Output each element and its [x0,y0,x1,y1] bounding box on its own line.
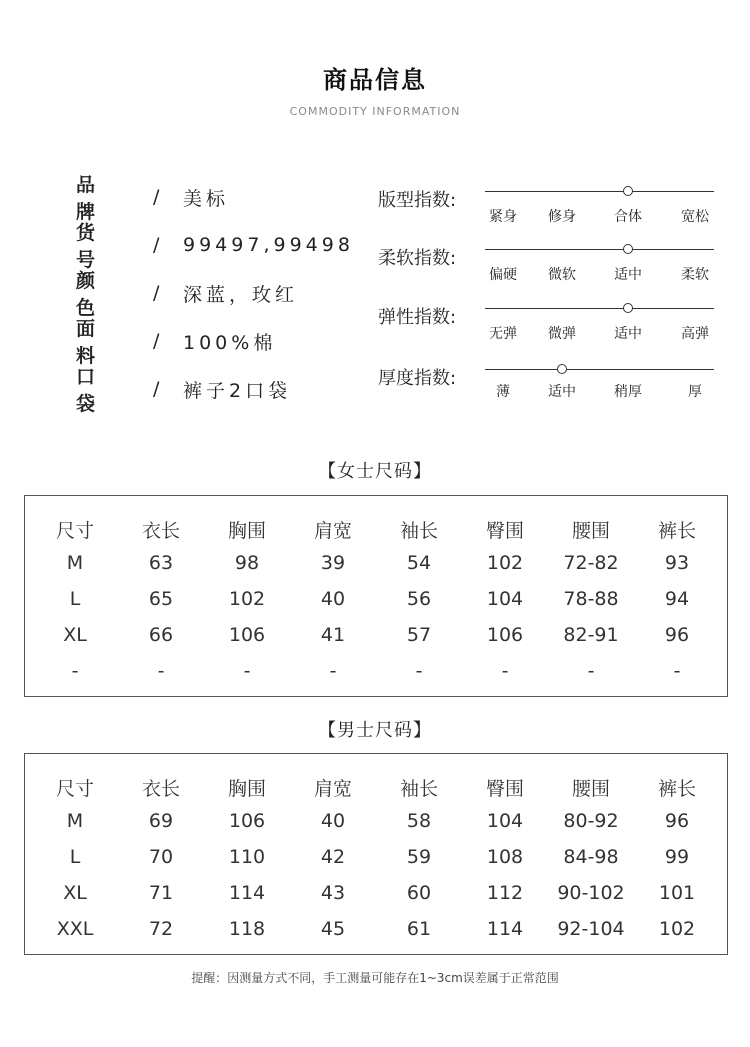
table-header-cell: 臀围 [485,520,524,542]
men-size-table [24,753,728,955]
table-cell: 60 [406,882,432,904]
table-header-cell: 肩宽 [313,520,352,542]
info-row-pocket [76,366,292,415]
index-option: 合体 [614,209,642,225]
table-cell: 40 [320,588,346,610]
table-header-cell: 衣长 [141,520,180,542]
table-cell: 106 [486,624,524,646]
table-cell: 99 [664,846,690,868]
table-header-cell: 袖长 [399,778,438,800]
index-option: 宽松 [681,209,709,225]
index-row-softness [378,244,718,294]
table-header-cell: 胸围 [227,520,266,542]
info-separator: / [153,234,160,256]
info-row-color [76,270,299,319]
info-label: 品牌 [76,174,110,223]
table-cell: - [501,660,509,682]
index-row-elasticity [378,303,718,353]
info-value: 美标 [183,187,230,210]
info-value: 深蓝，玫红 [183,283,299,306]
table-header-cell: 肩宽 [313,778,352,800]
table-cell: 102 [658,918,696,940]
table-header-cell: 腰围 [571,778,610,800]
info-label: 颜色 [76,270,110,319]
women-size-table [24,495,728,697]
table-cell: 102 [228,588,266,610]
table-cell: 104 [486,588,524,610]
table-cell: 84-98 [563,846,619,868]
women-size-title: 【女士尺码】 [318,461,432,482]
table-cell: 65 [148,588,174,610]
table-cell: L [69,588,81,610]
table-cell: M [66,810,84,832]
table-cell: 96 [664,624,690,646]
index-option: 适中 [614,326,642,342]
table-header-cell: 尺寸 [55,778,94,800]
table-cell: 57 [406,624,432,646]
index-option: 无弹 [489,326,517,342]
table-cell: 72-82 [563,552,619,574]
table-cell: 54 [406,552,432,574]
table-cell: 59 [406,846,432,868]
table-cell: 104 [486,810,524,832]
table-cell: 102 [486,552,524,574]
table-cell: - [673,660,681,682]
index-track [485,191,714,192]
table-header-cell: 尺寸 [55,520,94,542]
index-option: 适中 [548,384,576,400]
table-cell: 45 [320,918,346,940]
table-cell: 71 [148,882,174,904]
info-row-fabric [76,318,277,367]
table-cell: L [69,846,81,868]
table-cell: 78-88 [563,588,619,610]
index-track [485,308,714,309]
table-cell: 66 [148,624,174,646]
table-cell: XL [63,882,87,904]
info-separator: / [153,186,160,208]
table-cell: - [329,660,337,682]
index-row-thickness [378,364,718,414]
table-cell: - [157,660,165,682]
table-header-cell: 裤长 [657,778,696,800]
info-label: 货号 [76,222,110,271]
index-option: 稍厚 [614,384,642,400]
index-label: 厚度指数: [378,368,457,389]
table-cell: 92-104 [557,918,625,940]
info-separator: / [153,378,160,400]
table-cell: 80-92 [563,810,619,832]
table-header-cell: 裤长 [657,520,696,542]
index-knob [623,303,633,313]
table-cell: - [587,660,595,682]
table-header-cell: 腰围 [571,520,610,542]
index-label: 柔软指数: [378,248,457,269]
table-cell: 114 [486,918,524,940]
info-label: 面料 [76,318,110,367]
table-cell: 82-91 [563,624,619,646]
page-title: 商品信息 [323,66,427,94]
table-cell: 94 [664,588,690,610]
info-value: 裤子2口袋 [183,379,292,402]
index-option: 柔软 [681,267,709,283]
info-value: 100%棉 [183,331,277,354]
table-cell: 72 [148,918,174,940]
table-cell: 98 [234,552,260,574]
table-cell: 69 [148,810,174,832]
index-row-fit [378,186,718,236]
index-knob [557,364,567,374]
info-separator: / [153,282,160,304]
info-separator: / [153,330,160,352]
table-cell: 39 [320,552,346,574]
info-row-sku [76,222,354,271]
table-cell: 61 [406,918,432,940]
index-option: 紧身 [489,209,517,225]
table-cell: 110 [228,846,266,868]
table-cell: 42 [320,846,346,868]
table-cell: - [71,660,79,682]
index-option: 偏硬 [489,267,517,283]
info-row-brand [76,174,230,223]
men-size-title: 【男士尺码】 [318,720,432,741]
table-cell: 118 [228,918,266,940]
table-cell: - [243,660,251,682]
table-cell: 43 [320,882,346,904]
index-option: 微弹 [548,326,576,342]
info-label: 口袋 [76,366,110,415]
table-cell: 114 [228,882,266,904]
table-cell: 96 [664,810,690,832]
table-header-cell: 臀围 [485,778,524,800]
table-cell: 101 [658,882,696,904]
table-cell: 70 [148,846,174,868]
index-track [485,249,714,250]
index-knob [623,244,633,254]
table-header-cell: 衣长 [141,778,180,800]
info-value: 99497,99498 [183,234,354,256]
table-cell: 63 [148,552,174,574]
table-cell: 41 [320,624,346,646]
page-subtitle: COMMODITY INFORMATION [289,105,461,118]
table-cell: M [66,552,84,574]
table-cell: 93 [664,552,690,574]
index-option: 薄 [496,384,510,400]
table-header-cell: 袖长 [399,520,438,542]
table-cell: 58 [406,810,432,832]
table-cell: - [415,660,423,682]
table-cell: 90-102 [557,882,625,904]
index-option: 修身 [548,209,576,225]
index-option: 适中 [614,267,642,283]
measurement-note: 提醒：因测量方式不同，手工测量可能存在1~3cm误差属于正常范围 [191,971,559,985]
table-header-cell: 胸围 [227,778,266,800]
table-cell: 106 [228,624,266,646]
table-cell: 108 [486,846,524,868]
table-cell: 106 [228,810,266,832]
table-cell: 40 [320,810,346,832]
index-option: 高弹 [681,326,709,342]
table-cell: XXL [56,918,94,940]
index-option: 微软 [548,267,576,283]
table-cell: 56 [406,588,432,610]
index-label: 弹性指数: [378,307,457,328]
index-label: 版型指数: [378,190,457,211]
table-cell: XL [63,624,87,646]
index-track [485,369,714,370]
table-cell: 112 [486,882,524,904]
index-option: 厚 [688,384,702,400]
index-knob [623,186,633,196]
